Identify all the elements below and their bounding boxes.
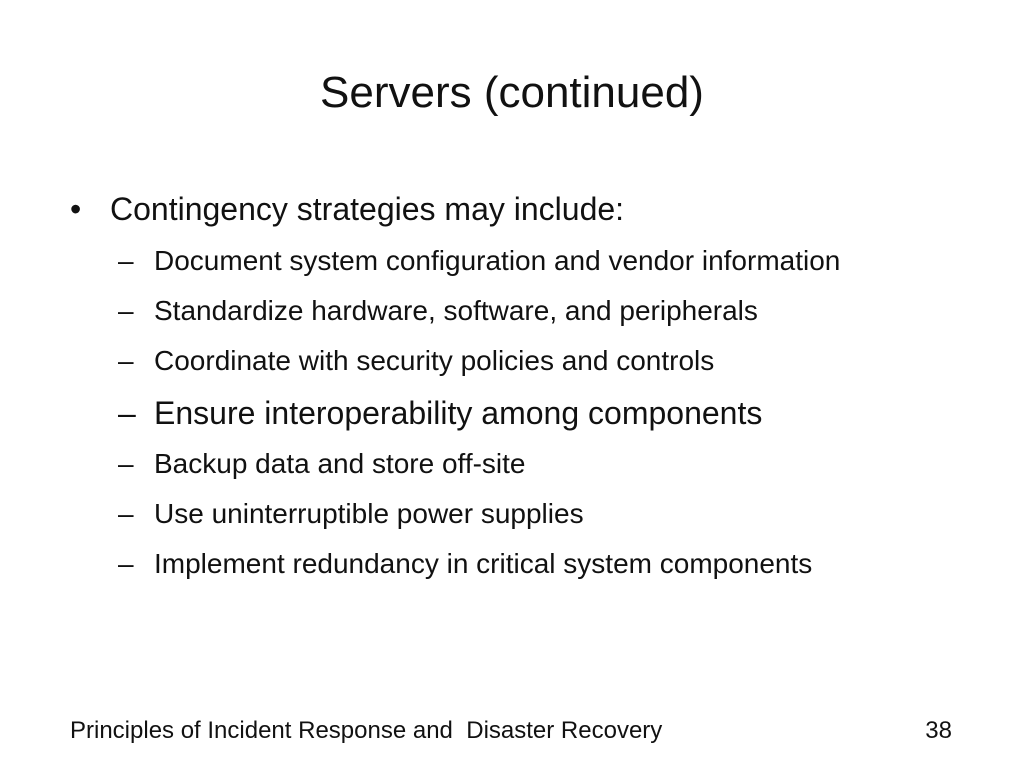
- sub-bullet-text: Coordinate with security policies and controls: [154, 345, 715, 376]
- dash-marker: –: [118, 295, 134, 326]
- sub-bullet-item: [118, 445, 978, 483]
- dash-marker: –: [118, 448, 134, 479]
- sub-bullet-text: Document system configuration and vendor information: [154, 245, 841, 276]
- dash-marker: –: [118, 345, 134, 376]
- sub-bullet-text: Standardize hardware, software, and peripherals: [154, 295, 758, 326]
- dash-marker: –: [118, 245, 134, 276]
- sub-bullet-text: Implement redundancy in critical system components: [154, 548, 813, 579]
- main-bullet: [70, 188, 624, 230]
- sub-bullet-list: [118, 242, 978, 595]
- sub-bullet-text: Use uninterruptible power supplies: [154, 498, 584, 529]
- sub-bullet-text: Ensure interoperability among components: [154, 395, 763, 431]
- dash-marker: –: [118, 498, 134, 529]
- sub-bullet-item: [118, 392, 978, 434]
- sub-bullet-item: [118, 242, 978, 280]
- dash-marker: –: [118, 395, 136, 431]
- slide-title: Servers (continued): [320, 68, 704, 117]
- sub-bullet-item: [118, 495, 978, 533]
- dash-marker: –: [118, 548, 134, 579]
- sub-bullet-item: [118, 545, 978, 583]
- sub-bullet-item: [118, 342, 978, 380]
- sub-bullet-item: [118, 292, 978, 330]
- bullet-marker: •: [70, 191, 82, 227]
- slide-number: 38: [925, 717, 952, 744]
- bullet-text: Contingency strategies may include:: [110, 191, 625, 227]
- sub-bullet-text: Backup data and store off-site: [154, 448, 526, 479]
- footer-course-title: Principles of Incident Response and Disaster Recovery: [70, 717, 663, 744]
